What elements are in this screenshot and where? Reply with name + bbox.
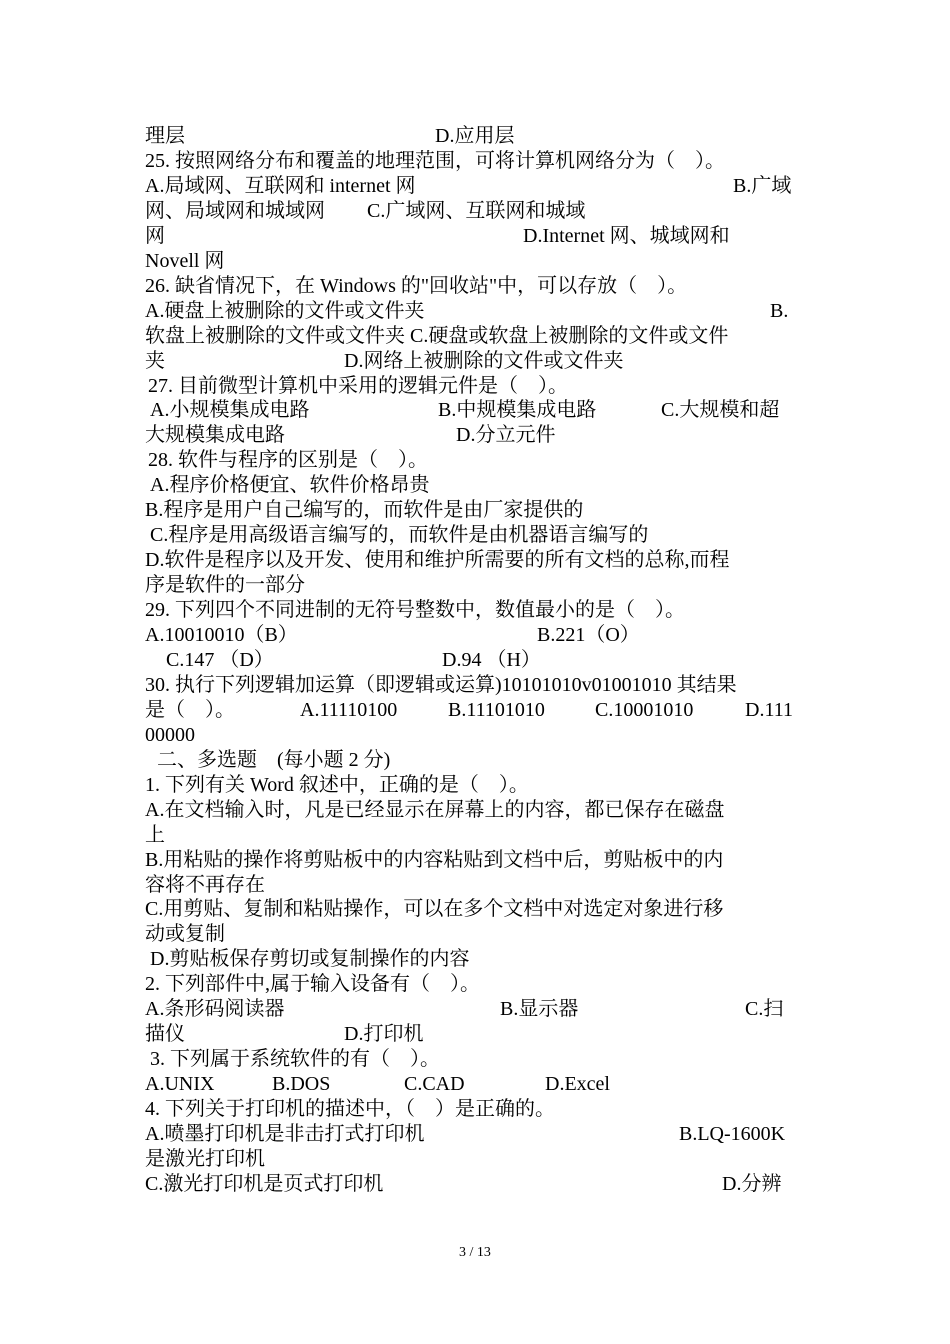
text-line: D.94 （H）: [442, 649, 541, 671]
text-line: 30. 执行下列逻辑加运算（即逻辑或运算)10101010v01001010 其结果: [145, 674, 737, 696]
text-line: 序是软件的一部分: [145, 574, 305, 596]
text-line: D.分立元件: [456, 424, 556, 446]
text-line: A.UNIX: [145, 1073, 215, 1095]
text-line: C.广域网、互联网和城域: [367, 200, 586, 222]
text-line: B.显示器: [500, 998, 579, 1020]
text-line: 4. 下列关于打印机的描述中，（ ）是正确的。: [145, 1098, 555, 1120]
text-line: A.10010010（B）: [145, 624, 298, 646]
text-line: 2. 下列部件中,属于输入设备有（ ）。: [145, 973, 480, 995]
text-line: 26. 缺省情况下，在 Windows 的"回收站"中，可以存放（ ）。: [145, 275, 688, 297]
text-line: 二、多选题 (每小题 2 分): [157, 749, 391, 771]
text-line: B.用粘贴的操作将剪贴板中的内容粘贴到文档中后，剪贴板中的内: [145, 849, 724, 871]
text-line: D.Internet 网、城域网和: [523, 225, 730, 247]
text-line: 网: [145, 225, 165, 247]
text-line: 网、局域网和城域网: [145, 200, 325, 222]
text-line: 28. 软件与程序的区别是（ ）。: [148, 449, 428, 471]
text-line: B.中规模集成电路: [438, 399, 597, 421]
text-line: C.用剪贴、复制和粘贴操作，可以在多个文档中对选定对象进行移: [145, 898, 724, 920]
text-line: C.大规模和超: [661, 399, 780, 421]
text-line: C.激光打印机是页式打印机: [145, 1173, 384, 1195]
text-line: B.221（O）: [537, 624, 640, 646]
text-line: C.147 （D）: [166, 649, 274, 671]
text-line: B.LQ-1600K: [679, 1123, 786, 1145]
text-line: 是（ ）。: [145, 699, 235, 721]
text-line: 上: [145, 824, 165, 846]
text-line: D.应用层: [435, 125, 515, 147]
text-line: D.软件是程序以及开发、使用和维护所需要的所有文档的总称,而程: [145, 549, 730, 571]
text-line: D.打印机: [344, 1023, 424, 1045]
text-line: C.程序是用高级语言编写的，而软件是由机器语言编写的: [150, 524, 649, 546]
text-line: 软盘上被删除的文件或文件夹 C.硬盘或软盘上被删除的文件或文件: [145, 325, 729, 347]
text-line: 29. 下列四个不同进制的无符号整数中，数值最小的是（ ）。: [145, 599, 685, 621]
text-line: 描仪: [145, 1023, 185, 1045]
text-line: 00000: [145, 724, 195, 746]
text-line: D.Excel: [545, 1073, 610, 1095]
text-line: B.广域: [733, 175, 792, 197]
text-line: B.11101010: [448, 699, 545, 721]
text-line: C.10001010: [595, 699, 694, 721]
text-line: 容将不再存在: [145, 874, 265, 896]
text-line: 3. 下列属于系统软件的有（ ）。: [150, 1048, 440, 1070]
text-line: A.喷墨打印机是非击打式打印机: [145, 1123, 425, 1145]
text-line: 1. 下列有关 Word 叙述中，正确的是（ ）。: [145, 774, 529, 796]
text-line: Novell 网: [145, 250, 225, 272]
text-line: B.程序是用户自己编写的，而软件是由厂家提供的: [145, 499, 584, 521]
text-line: A.11110100: [300, 699, 398, 721]
text-line: 大规模集成电路: [145, 424, 285, 446]
text-line: 夹: [145, 350, 165, 372]
text-line: D.分辨: [722, 1173, 782, 1195]
text-line: A.小规模集成电路: [150, 399, 310, 421]
text-line: A.硬盘上被删除的文件或文件夹: [145, 300, 425, 322]
text-line: B.DOS: [272, 1073, 331, 1095]
text-line: D.111: [745, 699, 793, 721]
text-line: 25. 按照网络分布和覆盖的地理范围，可将计算机网络分为（ ）。: [145, 150, 725, 172]
text-line: D.网络上被删除的文件或文件夹: [344, 350, 624, 372]
text-line: A.局域网、互联网和 internet 网: [145, 175, 416, 197]
text-line: B.: [770, 300, 789, 322]
text-line: 是激光打印机: [145, 1148, 265, 1170]
text-line: A.条形码阅读器: [145, 998, 285, 1020]
text-line: 动或复制: [145, 923, 225, 945]
text-line: C.扫: [745, 998, 784, 1020]
page-number: 3 / 13: [459, 1245, 491, 1260]
text-line: 27. 目前微型计算机中采用的逻辑元件是（ ）。: [148, 375, 568, 397]
text-line: A.在文档输入时，凡是已经显示在屏幕上的内容，都已保存在磁盘: [145, 799, 725, 821]
text-line: A.程序价格便宜、软件价格昂贵: [150, 474, 430, 496]
text-line: D.剪贴板保存剪切或复制操作的内容: [150, 948, 470, 970]
text-line: C.CAD: [404, 1073, 465, 1095]
text-line: 理层: [145, 125, 185, 147]
